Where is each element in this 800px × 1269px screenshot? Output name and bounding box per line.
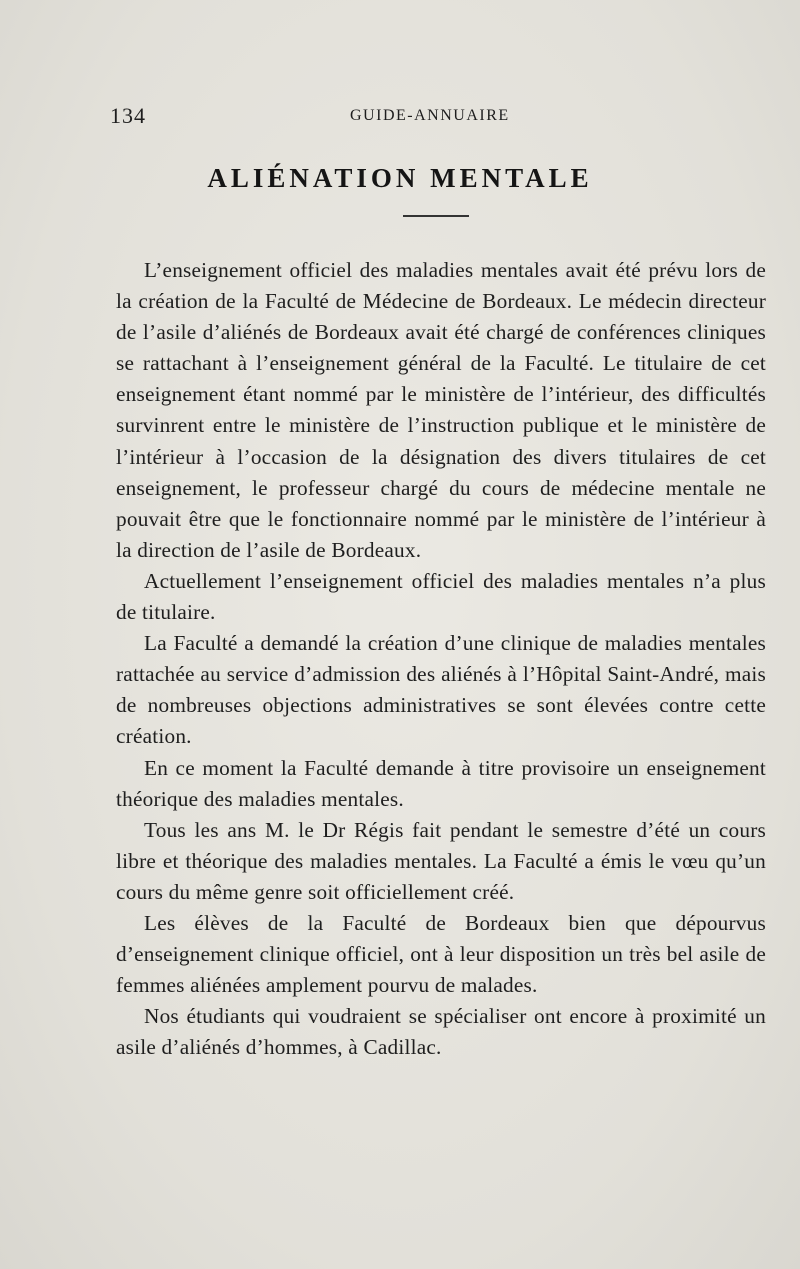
paragraph: La Faculté a demandé la création d’une clinique de maladies mentales rattachée au service d’admission des aliénés à l’Hôpital Saint-André, mais de nombreuses objections administratives se sont élevées contre cette création. [116,631,766,749]
paragraph: Nos étudiants qui voudraient se spécialiser ont encore à proximité un asile d’aliénés d’hommes, à Cadillac. [116,1004,766,1060]
paragraph: En ce moment la Faculté demande à titre provisoire un enseignement théorique des maladies mentales. [116,755,766,811]
page-header [110,103,770,133]
paragraph: Actuellement l’enseignement officiel des maladies mentales n’a plus de titulaire. [116,568,766,625]
paragraph: Les élèves de la Faculté de Bordeaux bien que dépourvus d’enseignement clinique officiel, ont à leur disposition un très bel asile de femmes aliénées amplement pourvu de malades. [116,910,766,998]
section-title: ALIÉNATION MENTALE [207,163,593,193]
paragraph: Tous les ans M. le Dr Régis fait pendant le semestre d’été un cours libre et théorique des maladies mentales. La Faculté a émis le vœu qu’un cours du même genre soit officiellement créé. [116,817,766,904]
page-number: 134 [110,103,146,128]
title-rule [403,215,469,217]
body-text [116,255,766,1063]
running-head: GUIDE-ANNUAIRE [350,107,510,124]
paragraph: L’enseignement officiel des maladies mentales avait été prévu lors de la création de la Faculté de Médecine de Bordeaux. Le médecin directeur de l’asile d’aliénés de Bordeaux avait été chargé de conférences cliniques se rattachant à l’enseignement général de la Faculté. Le titulaire de cet enseignement étant nommé par le ministère de l’intérieur, des difficultés survinrent entre le ministère de l’instruction publique et le ministère de l’intérieur à l’occasion de la désignation des divers titulaires de cet enseignement, le professeur chargé du cours de médecine mentale ne pouvait être que le fonctionnaire nommé par le ministère de l’intérieur à la direction de l’asile de Bordeaux. [116,258,766,562]
